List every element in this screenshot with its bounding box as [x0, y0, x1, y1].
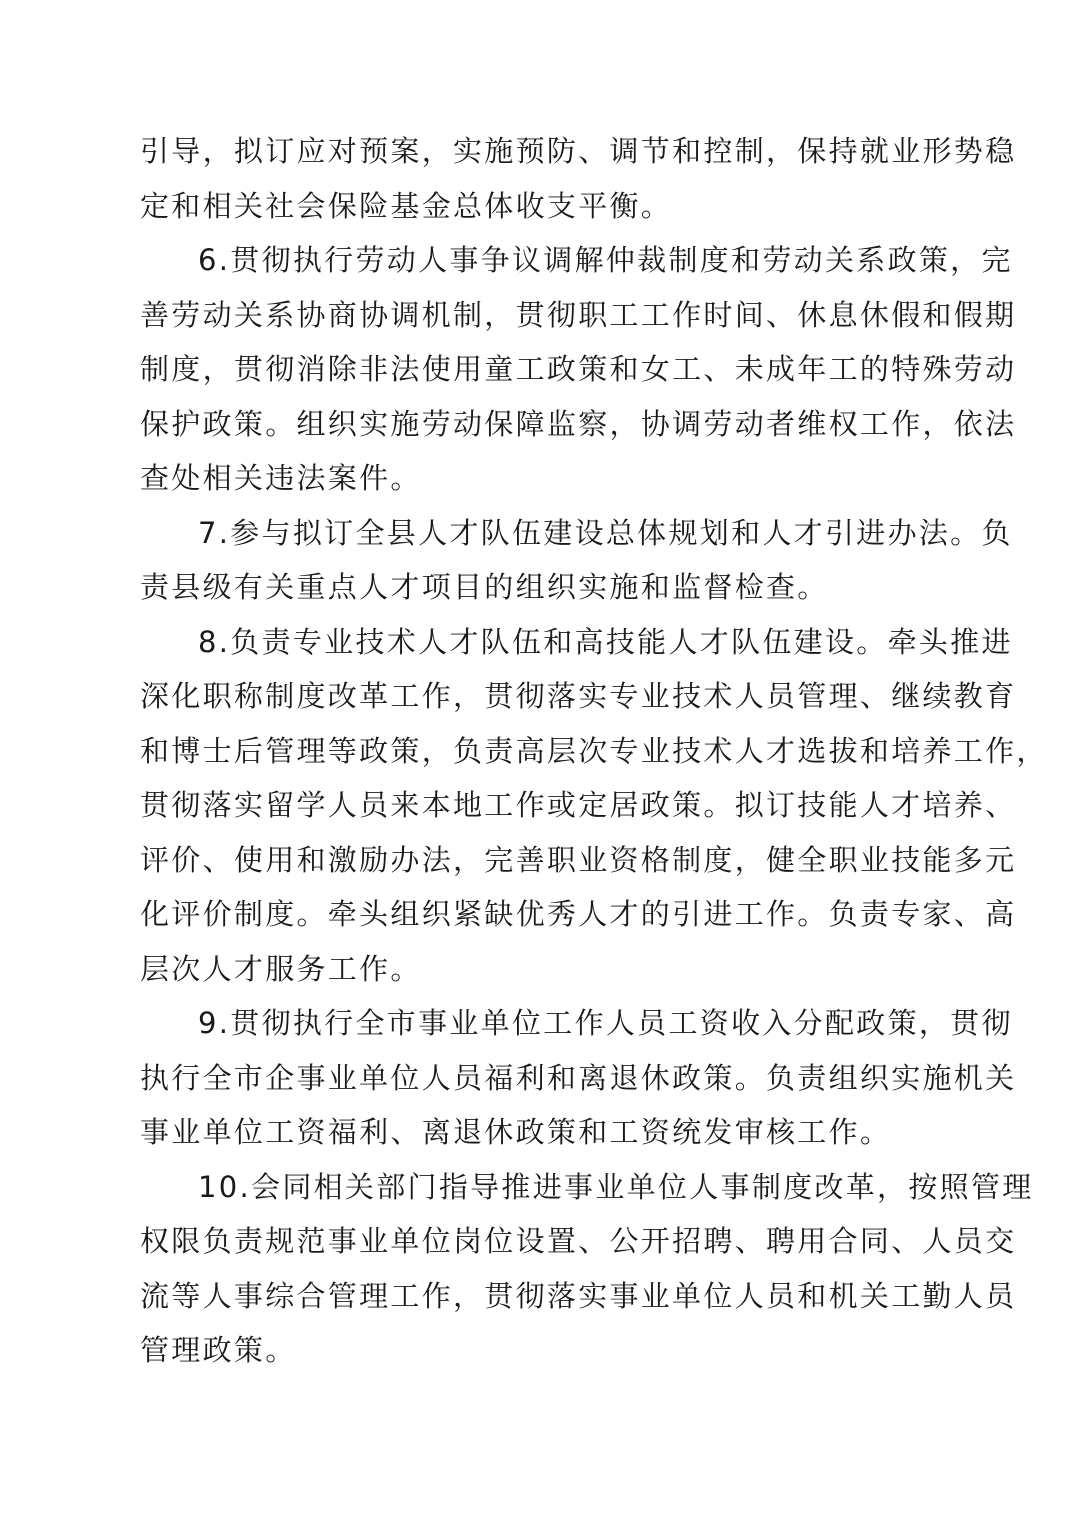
text-line: 化评价制度。牵头组织紧缺优秀人才的引进工作。负责专家、高 — [140, 897, 1017, 931]
paragraph-8-start: 8.负责专业技术人才队伍和高技能人才队伍建设。牵头推进 — [198, 624, 1013, 659]
text-line: 定和相关社会保险基金总体收支平衡。 — [140, 188, 673, 223]
text-line: 善劳动关系协商协调机制，贯彻职工工作时间、休息休假和假期 — [140, 297, 1017, 332]
text-line: 和博士后管理等政策，负责高层次专业技术人才选拔和培养工作， — [140, 733, 1048, 768]
text-line: 层次人才服务工作。 — [140, 951, 422, 986]
paragraph-6-start: 6.贯彻执行劳动人事争议调解仲裁制度和劳动关系政策，完 — [198, 243, 1013, 277]
paragraph-9-start: 9.贯彻执行全市事业单位工作人员工资收入分配政策，贯彻 — [198, 1006, 1013, 1040]
text-line: 执行全市企事业单位人员福利和离退休政策。负责组织实施机关 — [140, 1060, 1017, 1095]
text-line: 流等人事综合管理工作，贯彻落实事业单位人员和机关工勤人员 — [140, 1278, 1017, 1313]
text-line: 管理政策。 — [140, 1333, 297, 1367]
text-line: 制度，贯彻消除非法使用童工政策和女工、未成年工的特殊劳动 — [140, 352, 1017, 386]
text-line: 评价、使用和激励办法，完善职业资格制度，健全职业技能多元 — [140, 842, 1017, 877]
paragraph-7-start: 7.参与拟订全县人才队伍建设总体规划和人才引进办法。负 — [198, 515, 1013, 550]
text-line: 权限负责规范事业单位岗位设置、公开招聘、聘用合同、人员交 — [140, 1224, 1017, 1258]
paragraph-10-start: 10.会同相关部门指导推进事业单位人事制度改革，按照管理 — [198, 1169, 1034, 1204]
text-line: 保护政策。组织实施劳动保障监察，协调劳动者维权工作，依法 — [140, 406, 1017, 441]
text-line: 事业单位工资福利、离退休政策和工资统发审核工作。 — [140, 1115, 892, 1149]
document-body — [140, 124, 1048, 1378]
text-line: 责县级有关重点人才项目的组织实施和监督检查。 — [140, 570, 829, 604]
text-line: 查处相关违法案件。 — [140, 461, 422, 495]
text-line: 深化职称制度改革工作，贯彻落实专业技术人员管理、继续教育 — [140, 679, 1017, 713]
text-line: 引导，拟订应对预案，实施预防、调节和控制，保持就业形势稳 — [140, 134, 1017, 168]
text-line: 贯彻落实留学人员来本地工作或定居政策。拟订技能人才培养、 — [140, 788, 1017, 822]
